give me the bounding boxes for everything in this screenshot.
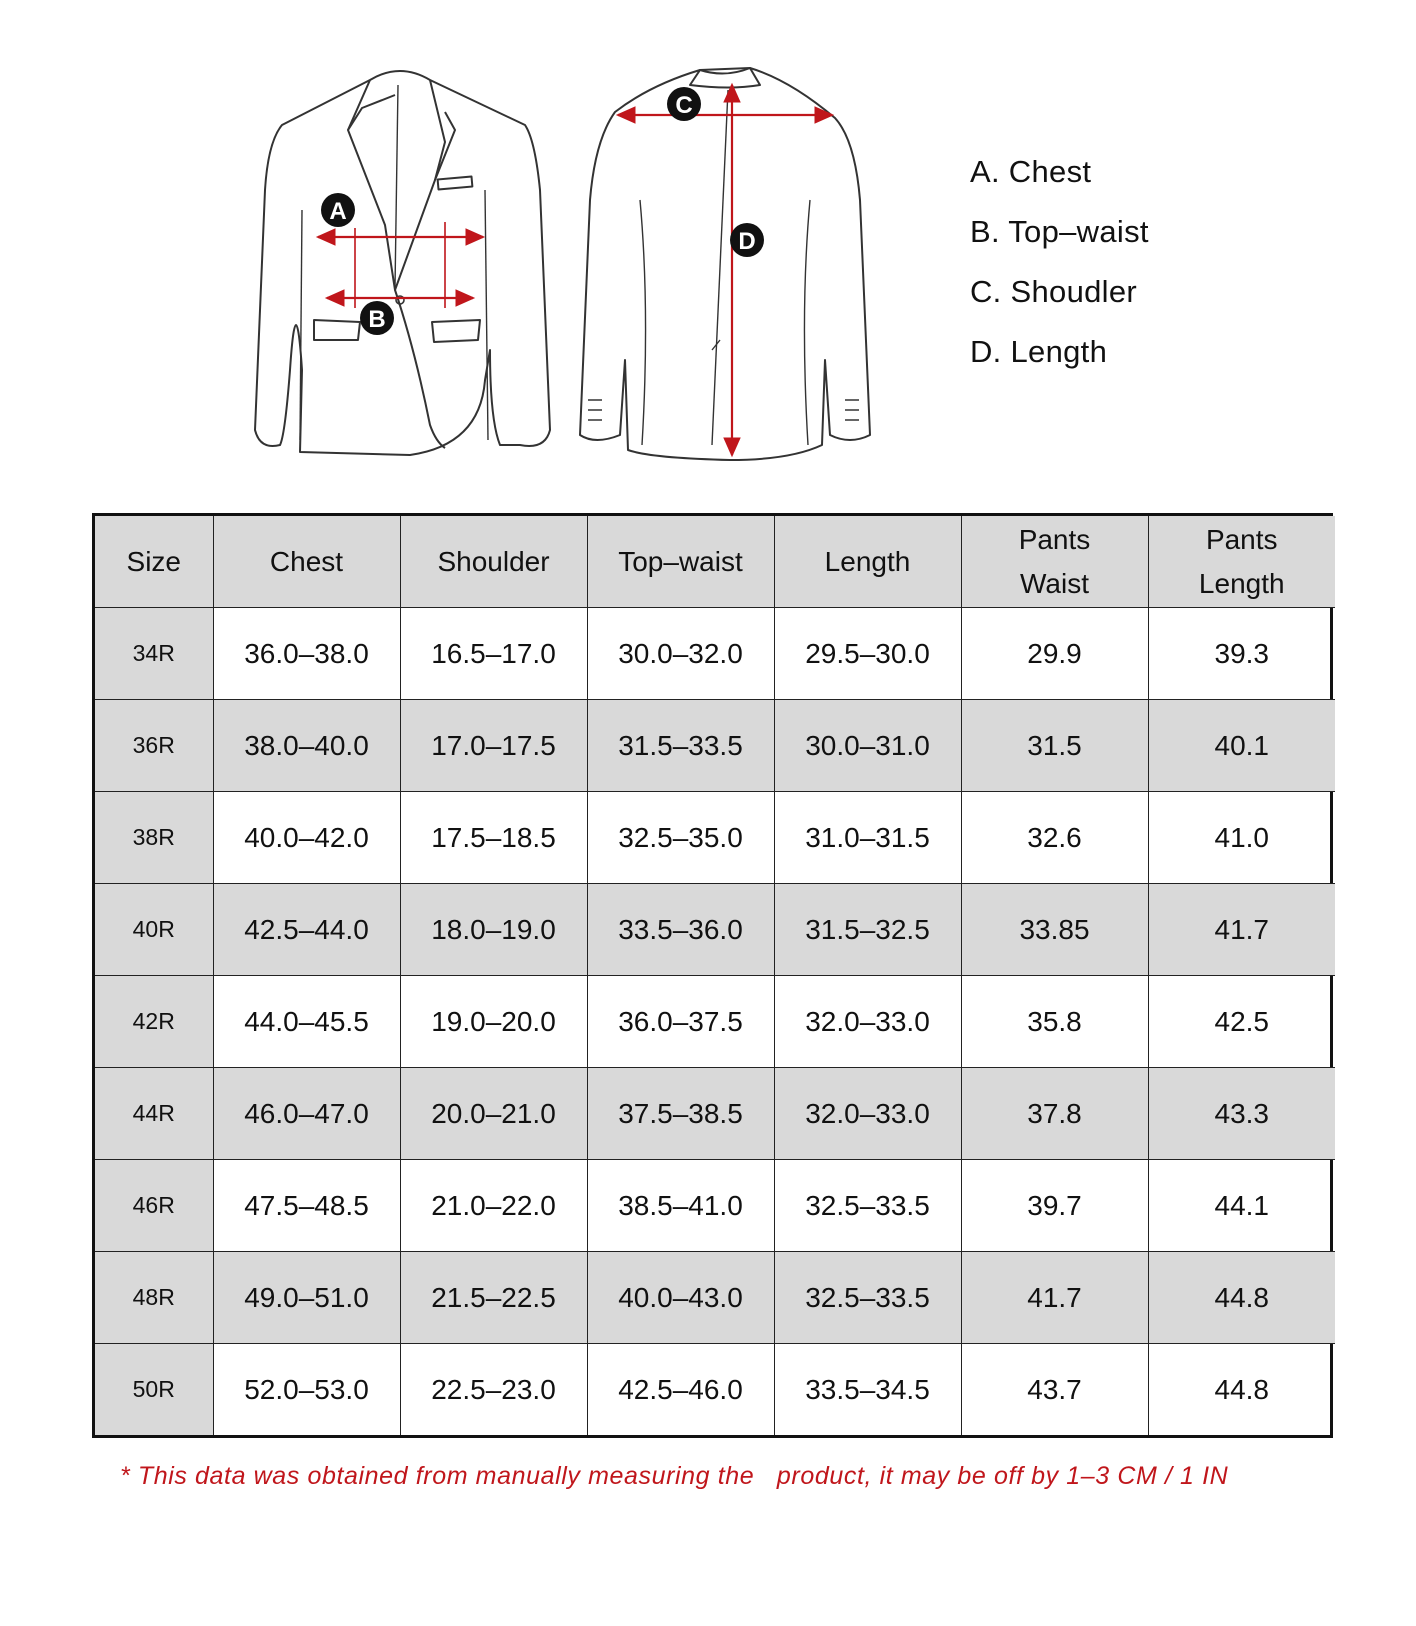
legend-item-shoulder: C. Shoudler bbox=[970, 274, 1138, 309]
measurement-cell: 31.0–31.5 bbox=[774, 792, 961, 884]
svg-text:B: B bbox=[368, 306, 386, 333]
measurement-cell: 52.0–53.0 bbox=[213, 1344, 400, 1436]
svg-text:C: C bbox=[675, 92, 693, 119]
measurement-cell: 32.5–35.0 bbox=[587, 792, 774, 884]
size-cell: 34R bbox=[95, 608, 213, 700]
marker-a-icon bbox=[321, 193, 355, 227]
size-cell: 38R bbox=[95, 792, 213, 884]
measurement-cell: 16.5–17.0 bbox=[400, 608, 587, 700]
size-cell: 50R bbox=[95, 1344, 213, 1436]
measurement-cell: 40.1 bbox=[1148, 700, 1335, 792]
table-row bbox=[95, 608, 1335, 700]
measurement-cell: 18.0–19.0 bbox=[400, 884, 587, 976]
measurement-cell: 20.0–21.0 bbox=[400, 1068, 587, 1160]
header-size: Size bbox=[95, 516, 213, 608]
measurement-cell: 32.0–33.0 bbox=[774, 976, 961, 1068]
measurement-cell: 44.8 bbox=[1148, 1344, 1335, 1436]
table-row bbox=[95, 884, 1335, 976]
measurement-cell: 37.5–38.5 bbox=[587, 1068, 774, 1160]
size-cell: 48R bbox=[95, 1252, 213, 1344]
measurement-cell: 21.5–22.5 bbox=[400, 1252, 587, 1344]
measurement-cell: 29.9 bbox=[961, 608, 1148, 700]
measurement-cell: 31.5 bbox=[961, 700, 1148, 792]
table-row bbox=[95, 1344, 1335, 1436]
measurement-legend bbox=[970, 142, 1149, 382]
size-cell: 46R bbox=[95, 1160, 213, 1252]
measurement-cell: 30.0–32.0 bbox=[587, 608, 774, 700]
size-cell: 36R bbox=[95, 700, 213, 792]
header-shoulder: Shoulder bbox=[400, 516, 587, 608]
table-row bbox=[95, 976, 1335, 1068]
measurement-cell: 42.5–46.0 bbox=[587, 1344, 774, 1436]
measurement-cell: 36.0–38.0 bbox=[213, 608, 400, 700]
measurement-cell: 32.5–33.5 bbox=[774, 1160, 961, 1252]
measurement-cell: 41.7 bbox=[961, 1252, 1148, 1344]
measurement-cell: 36.0–37.5 bbox=[587, 976, 774, 1068]
marker-b-icon bbox=[360, 301, 394, 335]
measurement-cell: 32.6 bbox=[961, 792, 1148, 884]
table-header-row bbox=[95, 516, 1335, 608]
table-row bbox=[95, 1252, 1335, 1344]
measurement-cell: 41.0 bbox=[1148, 792, 1335, 884]
measurement-cell: 38.0–40.0 bbox=[213, 700, 400, 792]
measurement-cell: 42.5–44.0 bbox=[213, 884, 400, 976]
measurement-cell: 29.5–30.0 bbox=[774, 608, 961, 700]
header-pants-waist: Pants Waist bbox=[961, 516, 1148, 608]
header-length: Length bbox=[774, 516, 961, 608]
header-top-waist: Top–waist bbox=[587, 516, 774, 608]
measurement-cell: 40.0–42.0 bbox=[213, 792, 400, 884]
measurement-cell: 32.0–33.0 bbox=[774, 1068, 961, 1160]
table-row bbox=[95, 792, 1335, 884]
measurement-cell: 22.5–23.0 bbox=[400, 1344, 587, 1436]
measurement-cell: 31.5–32.5 bbox=[774, 884, 961, 976]
legend-item-top-waist: B. Top–waist bbox=[970, 214, 1149, 249]
table-row bbox=[95, 1160, 1335, 1252]
measurement-cell: 46.0–47.0 bbox=[213, 1068, 400, 1160]
measurement-cell: 39.7 bbox=[961, 1160, 1148, 1252]
measurement-cell: 31.5–33.5 bbox=[587, 700, 774, 792]
measurement-cell: 42.5 bbox=[1148, 976, 1335, 1068]
measurement-cell: 40.0–43.0 bbox=[587, 1252, 774, 1344]
size-cell: 42R bbox=[95, 976, 213, 1068]
measurement-cell: 35.8 bbox=[961, 976, 1148, 1068]
size-chart-table bbox=[92, 513, 1333, 1438]
measurement-cell: 30.0–31.0 bbox=[774, 700, 961, 792]
measurement-cell: 49.0–51.0 bbox=[213, 1252, 400, 1344]
jacket-measurement-diagram bbox=[230, 50, 970, 490]
measurement-cell: 32.5–33.5 bbox=[774, 1252, 961, 1344]
measurement-cell: 44.8 bbox=[1148, 1252, 1335, 1344]
header-chest: Chest bbox=[213, 516, 400, 608]
measurement-cell: 33.5–36.0 bbox=[587, 884, 774, 976]
measurement-cell: 43.7 bbox=[961, 1344, 1148, 1436]
measurement-cell: 47.5–48.5 bbox=[213, 1160, 400, 1252]
table-row bbox=[95, 1068, 1335, 1160]
jacket-back-drawing bbox=[580, 68, 870, 460]
size-cell: 44R bbox=[95, 1068, 213, 1160]
measurement-cell: 44.0–45.5 bbox=[213, 976, 400, 1068]
svg-text:A: A bbox=[329, 198, 347, 225]
svg-text:D: D bbox=[738, 228, 756, 255]
measurement-cell: 17.0–17.5 bbox=[400, 700, 587, 792]
legend-item-chest: A. Chest bbox=[970, 154, 1092, 189]
measurement-disclaimer: * This data was obtained from manually measuring the product, it may be off by 1–3 CM / 1 IN bbox=[120, 1462, 1229, 1490]
header-pants-length: Pants Length bbox=[1148, 516, 1335, 608]
table-row bbox=[95, 700, 1335, 792]
measurement-cell: 39.3 bbox=[1148, 608, 1335, 700]
measurement-cell: 21.0–22.0 bbox=[400, 1160, 587, 1252]
marker-d-icon bbox=[730, 223, 764, 257]
measurement-cell: 43.3 bbox=[1148, 1068, 1335, 1160]
measurement-cell: 19.0–20.0 bbox=[400, 976, 587, 1068]
measurement-cell: 44.1 bbox=[1148, 1160, 1335, 1252]
legend-item-length: D. Length bbox=[970, 334, 1108, 369]
jacket-front-drawing bbox=[255, 71, 550, 455]
measurement-cell: 37.8 bbox=[961, 1068, 1148, 1160]
measurement-cell: 38.5–41.0 bbox=[587, 1160, 774, 1252]
size-cell: 40R bbox=[95, 884, 213, 976]
measurement-cell: 33.85 bbox=[961, 884, 1148, 976]
marker-c-icon bbox=[667, 87, 701, 121]
measurement-cell: 41.7 bbox=[1148, 884, 1335, 976]
measurement-cell: 33.5–34.5 bbox=[774, 1344, 961, 1436]
measurement-cell: 17.5–18.5 bbox=[400, 792, 587, 884]
